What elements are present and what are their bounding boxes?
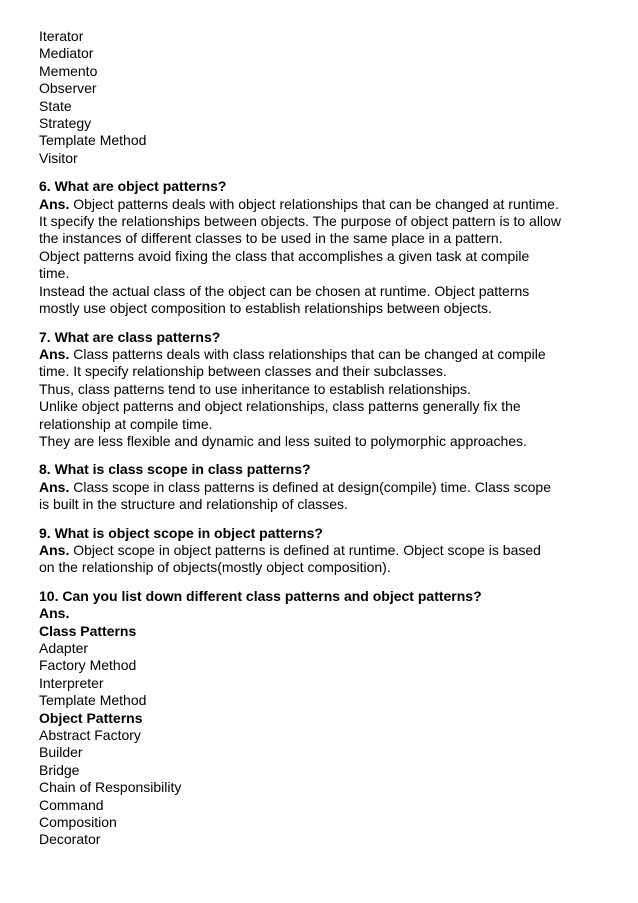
list-item: Adapter [39,640,89,656]
answer-label: Ans. [39,605,70,622]
list-item: Iterator [39,28,84,44]
list-item: Composition [39,814,117,831]
list-item: Abstract Factory [39,727,141,744]
answer-line: mostly use object composition to establish relationships between objects. [39,300,492,317]
answer-line: on the relationship of objects(mostly object composition). [39,559,391,576]
list-item: Mediator [39,45,94,62]
question-heading: 6. What are object patterns? [39,178,227,195]
answer-first-line [39,542,609,559]
qa-block-8 [39,461,609,513]
qa-block-10 [39,588,609,849]
answer-text: Class scope in class patterns is defined at design(compile) time. Class scope [69,478,552,495]
answer-line: is built in the structure and relationship of classes. [39,496,348,513]
list-item: Decorator [39,831,101,848]
list-item: Command [39,796,104,813]
list-item: Template Method [39,132,147,149]
question-heading: 8. What is class scope in class patterns? [39,461,311,478]
list-item: Observer [39,80,97,97]
list-item: Chain of Responsibility [39,779,182,796]
answer-line: time. It specify relationship between classes and their subclasses. [39,363,447,380]
question-heading: 10. Can you list down different class patterns and object patterns? [39,587,482,604]
qa-block-6 [39,178,609,317]
list-item: Builder [39,744,83,761]
list-item: Factory Method [39,657,137,674]
list-item: Template Method [39,692,147,709]
answer-line: They are less flexible and dynamic and less suited to polymorphic approaches. [39,432,527,449]
document-page [39,28,609,849]
list-item: Memento [39,62,98,79]
answer-line: Object patterns avoid fixing the class that accomplishes a given task at compile [39,247,530,264]
answer-label: Ans. [39,345,70,362]
answer-line: It specify the relationships between objects. The purpose of object pattern is to allow [39,213,561,230]
answer-label: Ans. [39,541,70,558]
question-heading: 7. What are class patterns? [39,328,221,345]
answer-text: Class patterns deals with class relationships that can be changed at compile [69,345,546,362]
answer-line: relationship at compile time. [39,415,213,432]
answer-label: Ans. [39,478,70,495]
answer-line: Unlike object patterns and object relationships, class patterns generally fix the [39,398,521,415]
answer-first-line [39,346,609,363]
list-item: Strategy [39,115,92,132]
answer-first-line [39,479,609,496]
object-patterns-heading: Object Patterns [39,709,143,726]
answer-text: Object patterns deals with object relationships that can be changed at runtime. [69,195,559,212]
question-heading: 9. What is object scope in object patterns? [39,524,323,541]
qa-block-9 [39,525,609,577]
answer-text: Object scope in object patterns is defined at runtime. Object scope is based [69,541,541,558]
answer-line: time. [39,265,70,282]
answer-first-line [39,196,609,213]
answer-line: Thus, class patterns tend to use inheritance to establish relationships. [39,380,471,397]
list-item: State [39,97,72,114]
qa-block-7 [39,329,609,451]
list-item: Visitor [39,149,78,166]
answer-label: Ans. [39,195,70,212]
class-patterns-heading: Class Patterns [39,622,137,639]
list-item: Interpreter [39,674,104,691]
list-item: Bridge [39,761,80,778]
answer-line: the instances of different classes to be used in the same place in a pattern. [39,230,503,247]
top-pattern-list [39,28,609,167]
answer-line: Instead the actual class of the object can be chosen at runtime. Object patterns [39,282,530,299]
